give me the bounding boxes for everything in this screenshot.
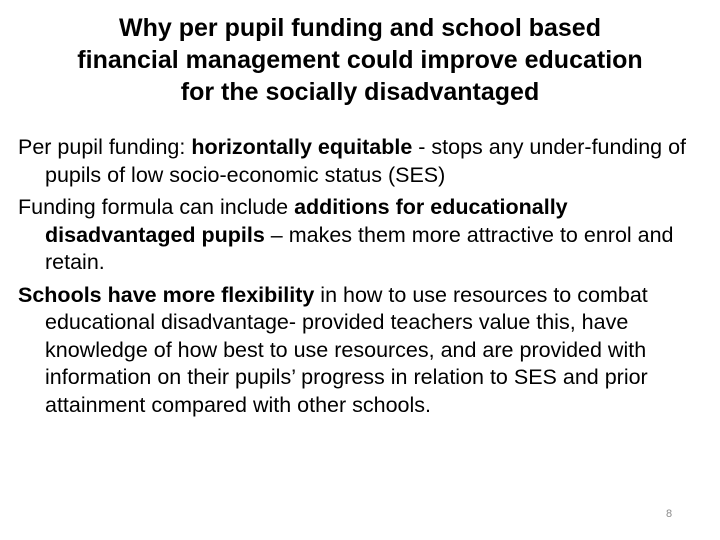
title-line-1: Why per pupil funding and school based [119, 14, 601, 42]
slide-number: 8 [666, 508, 673, 520]
paragraph-funding-formula [18, 194, 708, 277]
paragraph-per-pupil-funding [18, 134, 708, 189]
text-run: – makes them more attractive to enrol and retain. [45, 222, 674, 274]
text-run: - stops any under-funding of pupils of low socio-economic status (SES) [45, 135, 687, 187]
text-run: Funding formula can include [18, 195, 295, 219]
slide-title [20, 12, 700, 108]
emphasis-more-flexibility: Schools have more flexibility [18, 282, 315, 307]
emphasis-horizontally-equitable: horizontally equitable [191, 135, 413, 159]
title-line-3: for the socially disadvantaged [180, 78, 540, 106]
paragraph-school-flexibility [18, 282, 708, 420]
title-line-2: financial management could improve education [77, 46, 643, 74]
emphasis-additions-disadvantaged: additions for educationally disadvantaged pupils [45, 195, 568, 247]
text-run: Per pupil funding: [18, 135, 192, 159]
text-run: in how to use resources to combat educational disadvantage- provided teachers value this, have knowledge of how best to use resources, and are provided with information on their pupils’ progress in relation to SES and prior attainment compared with other schools. [45, 282, 648, 417]
slide-body [18, 134, 708, 424]
